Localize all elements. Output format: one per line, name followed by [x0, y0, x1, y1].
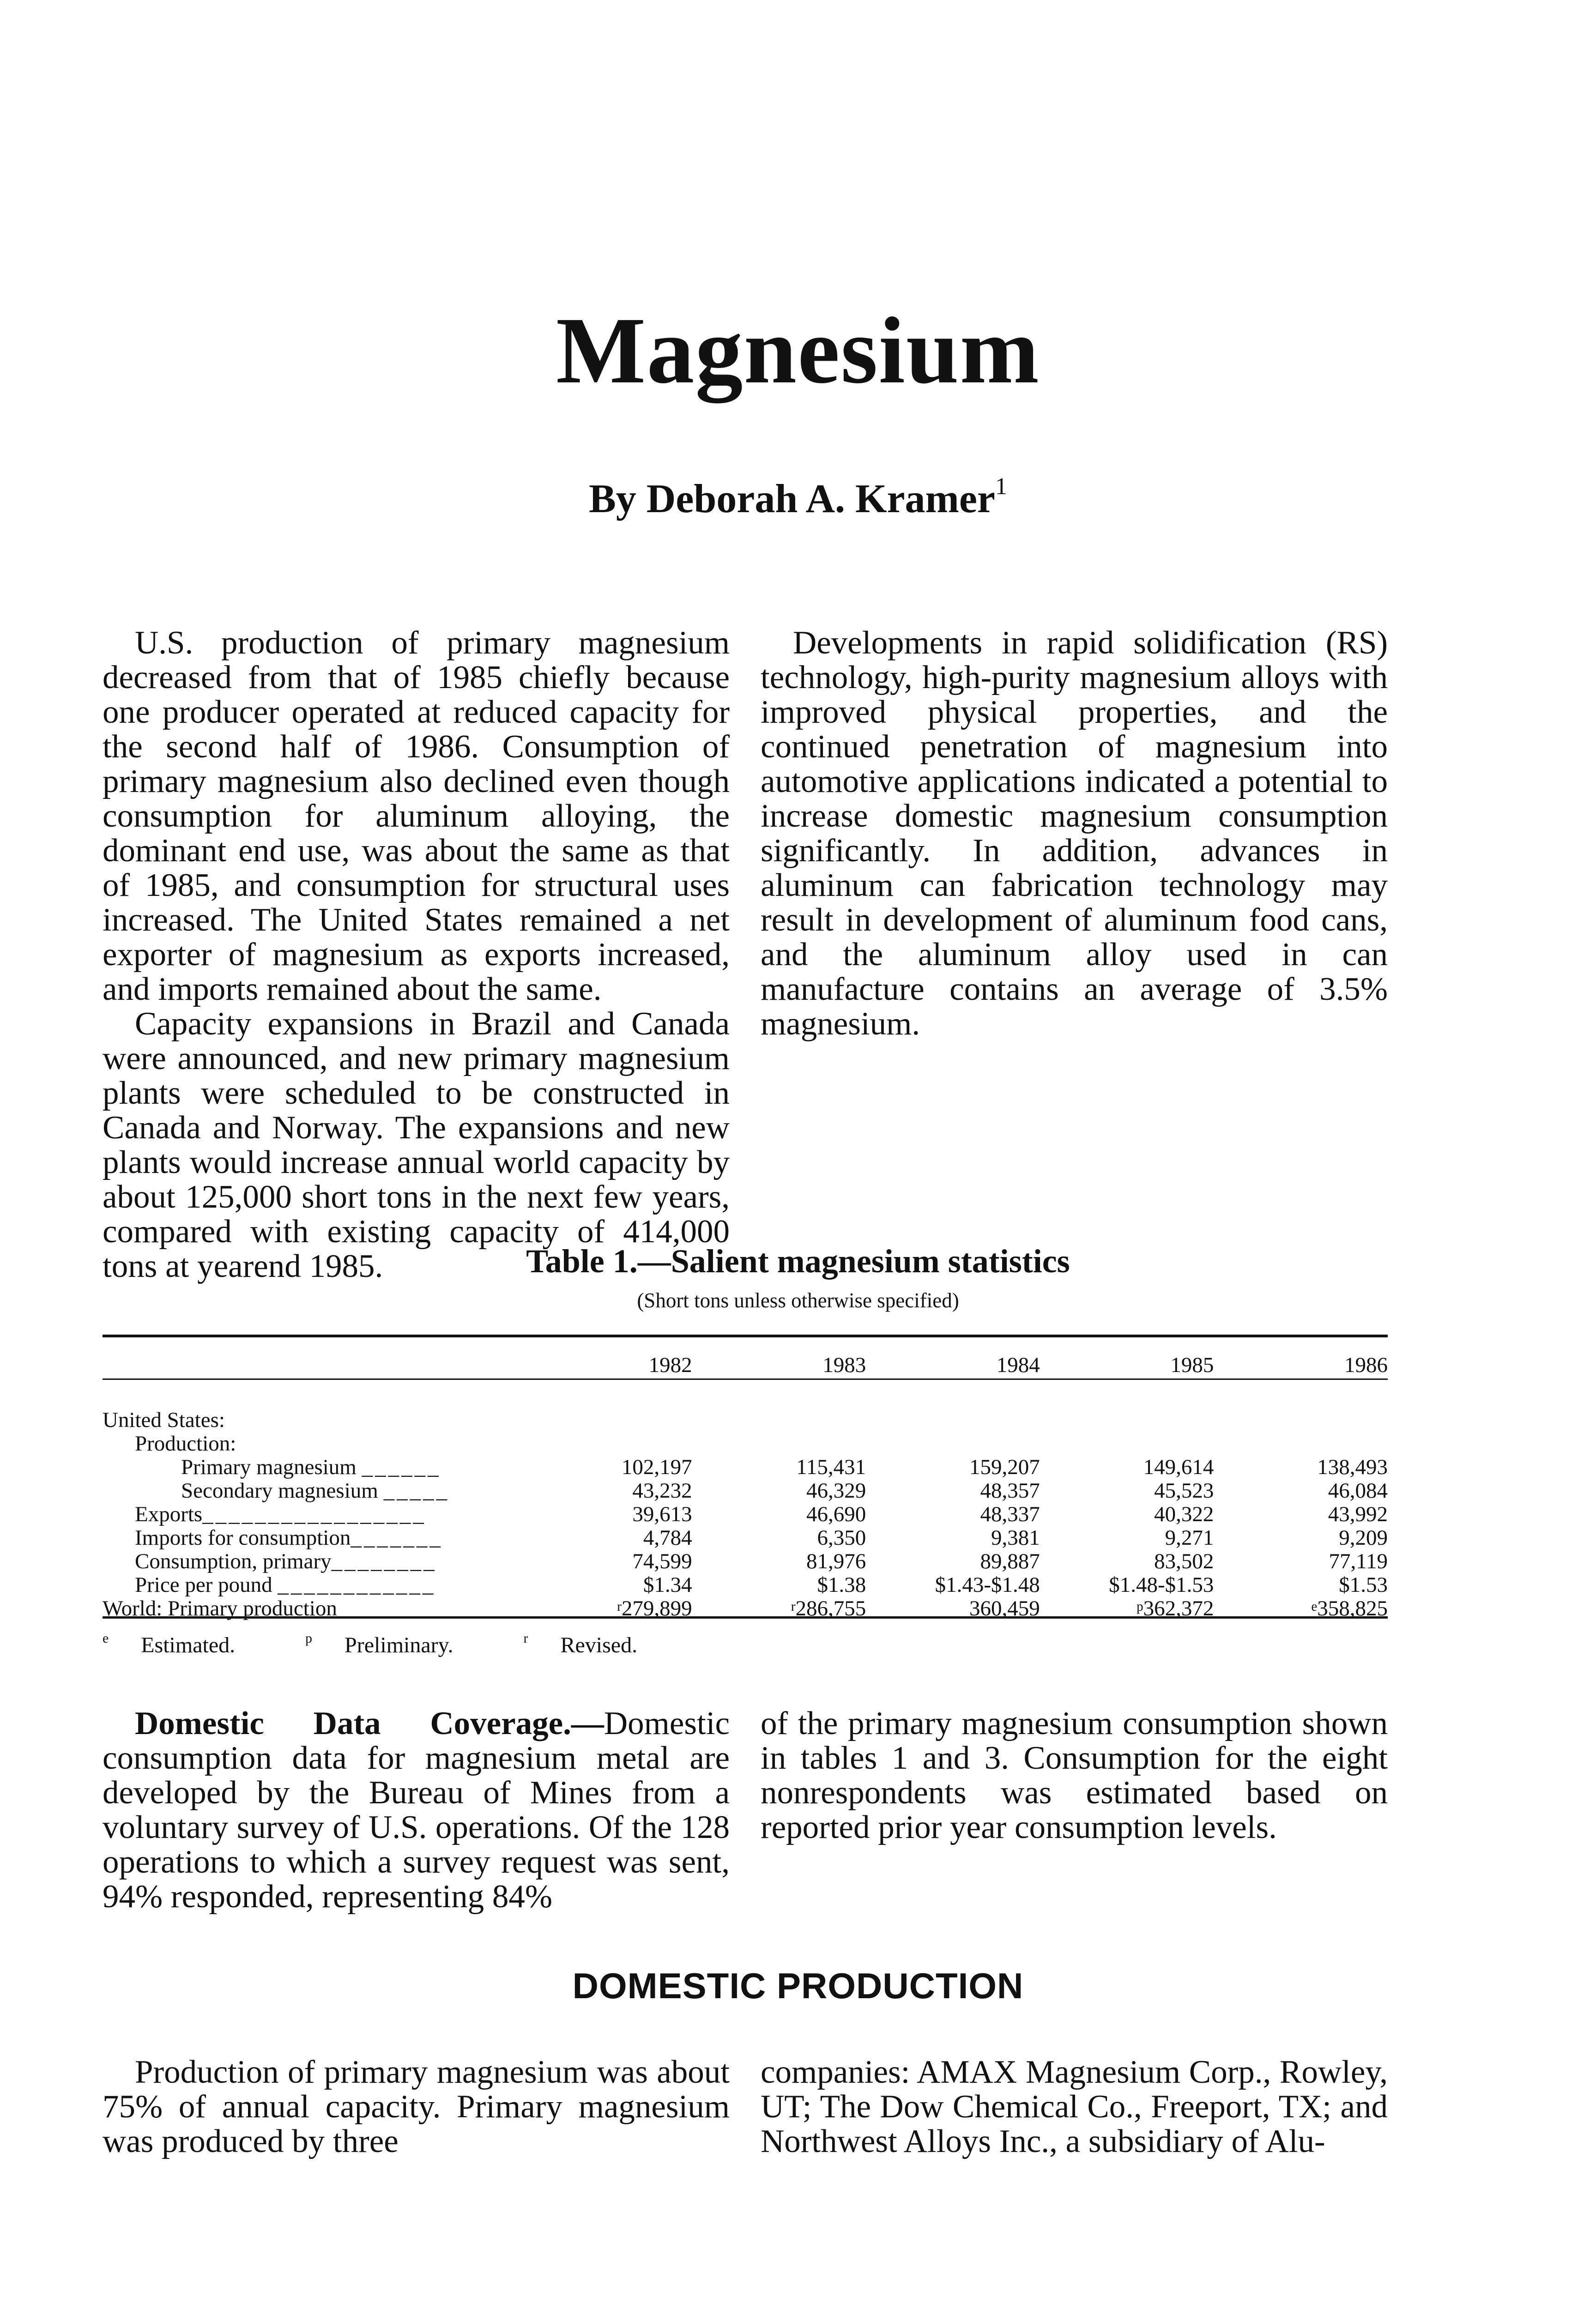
coverage-text-part-2: of the primary magnesium consumption shown in tables 1 and 3. Consumption for the eight nonrespondents was estimated based on reported prior year consumption levels.	[761, 1705, 1388, 1845]
intro-paragraph-2: Capacity expansions in Brazil and Canada were announced, and new primary magnesium plants were scheduled to be constructed in Canada and Norway. The expansions and new plants would increase annual world capacity by about 125,000 short tons in the next few years, compared with existing capacity of 414,000 tons at yearend 1985.	[103, 1006, 730, 1284]
cell-value: 43,992	[1328, 1502, 1388, 1526]
cell-value: 102,197	[621, 1455, 692, 1479]
table-row	[103, 1503, 1388, 1526]
coverage-column-left	[103, 1706, 730, 1914]
cell-value: 43,232	[632, 1479, 692, 1503]
cell-value: 4,784	[643, 1526, 692, 1550]
coverage-heading: Domestic Data Coverage.—	[135, 1705, 604, 1741]
table-title: Table 1.—Salient magnesium statistics	[526, 1243, 1070, 1280]
cell-value: 360,459	[969, 1596, 1040, 1620]
cell-value: $1.48-$1.53	[1109, 1573, 1214, 1597]
table-group-row	[103, 1432, 1388, 1456]
cell-value: 9,209	[1339, 1526, 1388, 1550]
cell-value: 159,207	[969, 1455, 1040, 1479]
cell-value: 48,337	[980, 1502, 1040, 1526]
cell-value: 74,599	[632, 1549, 692, 1573]
footnote-estimated: $^e$ Estimated.	[103, 1631, 236, 1657]
table-subtitle: (Short tons unless otherwise specified)	[637, 1289, 959, 1312]
year-header: 1986	[1344, 1353, 1388, 1377]
table-row	[103, 1526, 1388, 1550]
table-row	[103, 1573, 1388, 1597]
intro-column-right	[761, 626, 1388, 1041]
coverage-paragraph	[103, 1706, 730, 1914]
cell-value: 39,613	[632, 1502, 692, 1526]
table-header-row	[103, 1344, 1388, 1386]
row-label: Consumption, primary________	[135, 1549, 437, 1573]
header-stub	[103, 1344, 518, 1386]
cell-value: 77,119	[1329, 1549, 1388, 1573]
intro-paragraph-1: U.S. production of primary magnesium decreased from that of 1985 chiefly because one producer operated at reduced capacity for the second half of 1986. Consumption of primary magnesium also declined even though consumption for aluminum alloying, the dominant end use, was about the same as that of 1985, and consumption for structural uses increased. The United States remained a net exporter of magnesium as exports increased, and imports remained about the same.	[103, 625, 730, 1007]
year-header: 1982	[648, 1353, 692, 1377]
row-label: Price per pound ____________	[135, 1573, 436, 1597]
group-label-production: Production:	[135, 1432, 236, 1456]
cell-value: $1.53	[1339, 1573, 1388, 1597]
row-label: Primary magnesium ______	[181, 1455, 441, 1479]
row-label: World: Primary production ________	[103, 1596, 448, 1620]
intro-column-left	[103, 626, 730, 1284]
year-header: 1985	[1170, 1353, 1214, 1377]
cell-value: 46,690	[806, 1502, 866, 1526]
cell-value: $^e$358,825	[1311, 1596, 1388, 1620]
row-label: Imports for consumption_______	[135, 1526, 443, 1550]
cell-value: 40,322	[1154, 1502, 1214, 1526]
coverage-text-part-1: Domestic consumption data for magnesium metal are developed by the Bureau of Mines from a voluntary survey of U.S. operations. Of the 128 operations to which a survey request was sent, 94% responded, representing 84%	[103, 1705, 730, 1915]
production-column-right	[761, 2055, 1388, 2159]
production-column-left	[103, 2055, 730, 2159]
intro-paragraph-3: Developments in rapid solidification (RS) technology, high-purity magnesium alloys with improved physical properties, and the continued penetration of magnesium into automotive applications indicated a potential to increase domestic magnesium consumption significantly. In addition, advances in aluminum can fabrication technology may result in development of aluminum food cans, and the aluminum alloy used in can manufacture contains an average of 3.5% magnesium.	[761, 625, 1388, 1042]
row-label: Exports_________________	[135, 1502, 426, 1526]
table-row	[103, 1597, 1388, 1620]
footnote-preliminary: $^p$ Preliminary.	[305, 1631, 453, 1657]
cell-value: $^r$279,899	[617, 1596, 692, 1620]
cell-value: $1.43-$1.48	[935, 1573, 1040, 1597]
table-row	[103, 1550, 1388, 1573]
row-label: Secondary magnesium _____	[181, 1479, 450, 1503]
cell-value: 149,614	[1143, 1455, 1214, 1479]
cell-value: 83,502	[1154, 1549, 1214, 1573]
cell-value: 46,329	[806, 1479, 866, 1503]
cell-value: 9,381	[991, 1526, 1040, 1550]
cell-value: 6,350	[817, 1526, 866, 1550]
salient-statistics-table	[103, 1344, 1388, 1620]
author-name: By Deborah A. Kramer	[589, 477, 995, 521]
cell-value: 9,271	[1165, 1526, 1214, 1550]
footnote-revised: $^r$ Revised.	[523, 1631, 638, 1657]
year-header: 1984	[996, 1353, 1040, 1377]
table-top-rule	[103, 1335, 1388, 1337]
cell-value: $1.34	[643, 1573, 692, 1597]
group-label-us: United States:	[103, 1408, 225, 1432]
cell-value: $^p$362,372	[1137, 1596, 1214, 1620]
coverage-column-right	[761, 1706, 1388, 1845]
cell-value: 81,976	[806, 1549, 866, 1573]
cell-value: $1.38	[817, 1573, 866, 1597]
cell-value: 48,357	[980, 1479, 1040, 1503]
cell-value: 45,523	[1154, 1479, 1214, 1503]
cell-value: 89,887	[980, 1549, 1040, 1573]
table-row	[103, 1456, 1388, 1479]
cell-value: 138,493	[1317, 1455, 1388, 1479]
table-group-row	[103, 1408, 1388, 1432]
cell-value: 115,431	[796, 1455, 866, 1479]
cell-value: $^r$286,755	[791, 1596, 866, 1620]
table-row	[103, 1479, 1388, 1503]
cell-value: 46,084	[1328, 1479, 1388, 1503]
section-heading: DOMESTIC PRODUCTION	[572, 1965, 1024, 2006]
production-text-part-1: Production of primary magnesium was about 75% of annual capacity. Primary magnesium was produced by three	[103, 2054, 730, 2159]
author-byline	[0, 473, 1596, 522]
table-footnotes	[103, 1632, 702, 1658]
author-footnote-mark: 1	[995, 473, 1007, 500]
article-title: Magnesium	[556, 297, 1040, 403]
year-header: 1983	[822, 1353, 866, 1377]
production-text-part-2: companies: AMAX Magnesium Corp., Rowley, UT; The Dow Chemical Co., Freeport, TX; and Northwest Alloys Inc., a subsidiary of Alu-	[761, 2054, 1388, 2159]
